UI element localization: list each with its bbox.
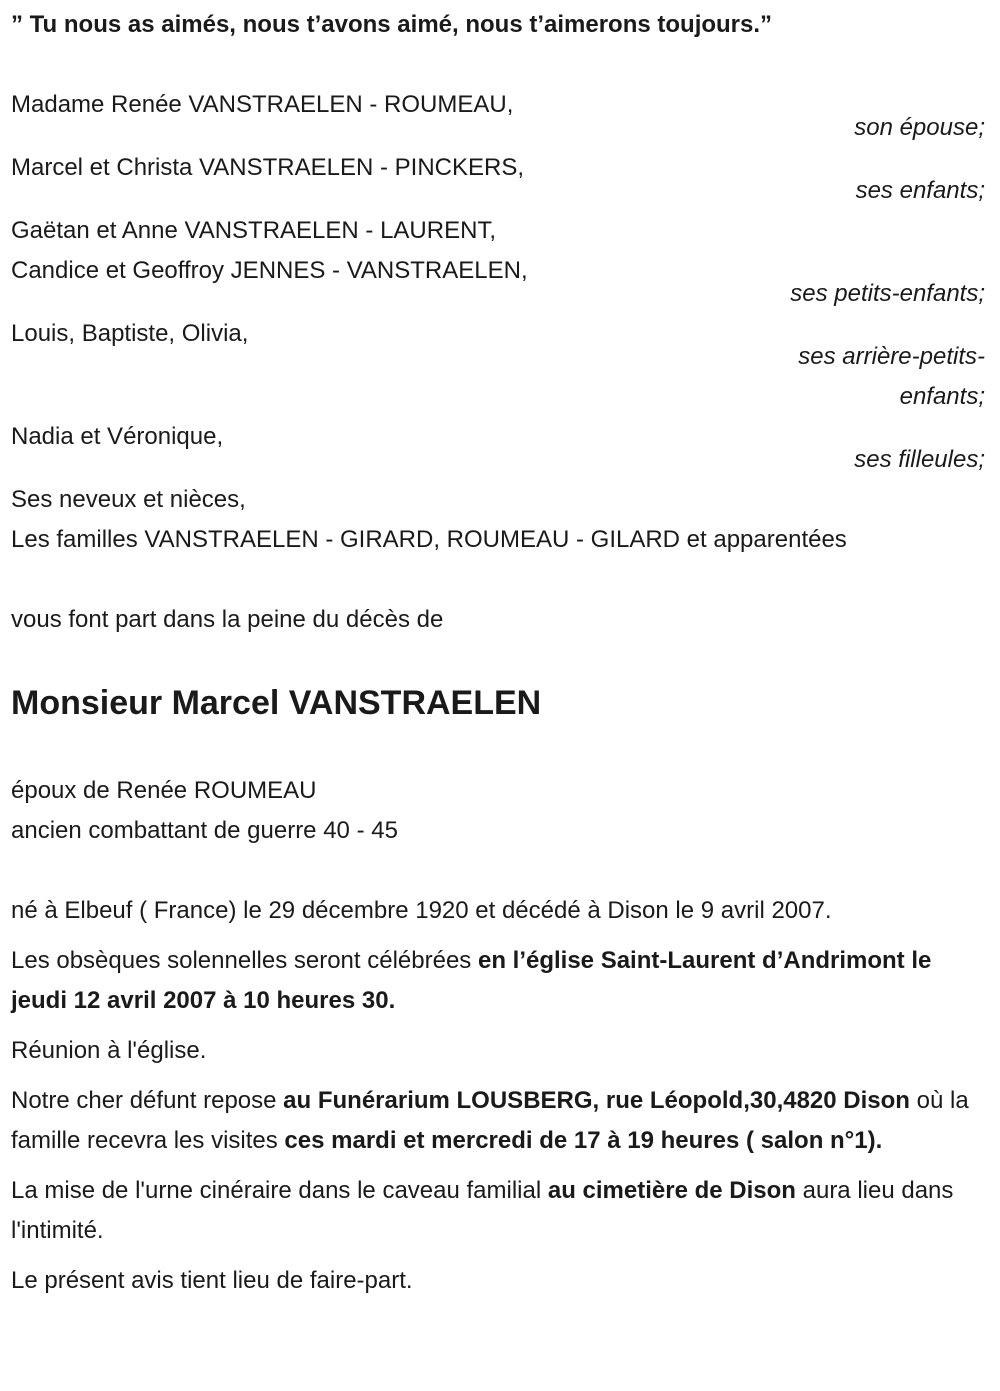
text: Les obsèques solennelles seront célébrées bbox=[11, 947, 478, 974]
bold-text: ces mardi et mercredi de 17 à 19 heures ( salon n°1). bbox=[284, 1127, 883, 1154]
bold-text: au Funérarium LOUSBERG, rue Léopold,30,4820 Dison bbox=[283, 1087, 910, 1114]
family-role: son épouse; bbox=[854, 114, 985, 141]
family-role: ses petits-enfants; bbox=[790, 280, 985, 307]
ceremony-details bbox=[11, 891, 985, 1301]
detail-line: époux de Renée ROUMEAU bbox=[11, 777, 317, 804]
text: aura lieu dans l'intimité. bbox=[11, 1177, 954, 1244]
family-member-line: Marcel et Christa VANSTRAELEN - PINCKERS, bbox=[11, 154, 525, 181]
paragraph bbox=[11, 941, 985, 1021]
family-role: ses filleules; bbox=[854, 446, 985, 473]
family-member-line: Gaëtan et Anne VANSTRAELEN - LAURENT, bbox=[11, 217, 497, 244]
deceased-name: Monsieur Marcel VANSTRAELEN bbox=[11, 684, 542, 722]
text: Le présent avis tient lieu de faire-part. bbox=[11, 1267, 413, 1294]
paragraph bbox=[11, 1081, 985, 1161]
text: né à Elbeuf ( France) le 29 décembre 1920 et décédé à Dison le 9 avril 2007. bbox=[11, 897, 832, 924]
paragraph bbox=[11, 891, 985, 931]
family-member-line: Louis, Baptiste, Olivia, bbox=[11, 320, 249, 347]
family-role: ses enfants; bbox=[855, 177, 985, 204]
text: Réunion à l'église. bbox=[11, 1037, 207, 1064]
bold-text: au cimetière de Dison bbox=[547, 1177, 796, 1204]
bold-text: en l’église Saint-Laurent d’Andrimont le jeudi 12 avril 2007 à 10 heures 30. bbox=[11, 947, 932, 1014]
paragraph bbox=[11, 1171, 985, 1251]
paragraph bbox=[11, 1031, 985, 1071]
epigraph-quote: ” Tu nous as aimés, nous t’avons aimé, nous t’aimerons toujours.” bbox=[11, 11, 773, 38]
family-member-line: Madame Renée VANSTRAELEN - ROUMEAU, bbox=[11, 91, 514, 118]
family-member-line: Nadia et Véronique, bbox=[11, 423, 224, 450]
others-line: Les familles VANSTRAELEN - GIRARD, ROUMEAU - GILARD et apparentées bbox=[11, 526, 847, 553]
announcement-text: vous font part dans la peine du décès de bbox=[11, 606, 444, 633]
text: La mise de l'urne cinéraire dans le caveau familial bbox=[11, 1177, 548, 1204]
others-line: Ses neveux et nièces, bbox=[11, 486, 246, 513]
paragraph bbox=[11, 1261, 985, 1301]
detail-line: ancien combattant de guerre 40 - 45 bbox=[11, 817, 398, 844]
family-role: ses arrière-petits-enfants; bbox=[798, 343, 985, 410]
family-member-line: Candice et Geoffroy JENNES - VANSTRAELEN, bbox=[11, 257, 528, 284]
text: où la famille recevra les visites bbox=[11, 1087, 969, 1154]
text: Notre cher défunt repose bbox=[11, 1087, 284, 1114]
family-list bbox=[11, 85, 985, 480]
